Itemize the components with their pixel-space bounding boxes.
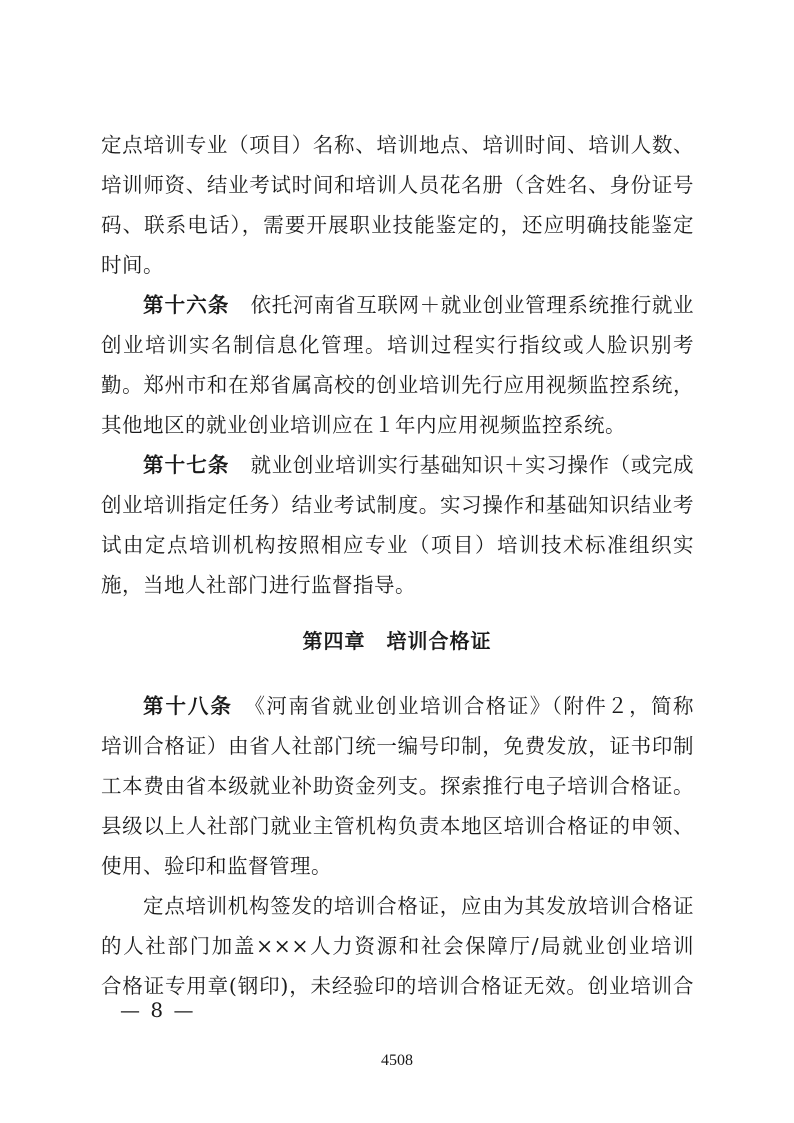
text-line: 《河南省就业创业培训合格证》（附件２，简称 [254,694,695,718]
text-line: 县级以上人社部门就业主管机构负责本地区培训合格证的申领、 [101,814,694,838]
article-heading: 第十七条 [143,453,230,477]
article-heading: 第十六条 [143,293,230,317]
text-line: 就业创业培训实行基础知识＋实习操作（或完成 [250,453,695,477]
text-line: 的人社部门加盖×××人力资源和社会保障厅/局就业创业培训 [101,934,694,958]
text-line: 定点培训专业（项目）名称、培训地点、培训时间、培训人数、 [101,133,694,157]
text-line: 合格证专用章(钢印)，未经验印的培训合格证无效。创业培训合 [101,974,694,998]
article-first-line [143,285,694,325]
text-line: 其他地区的就业创业培训应在１年内应用视频监控系统。 [101,413,626,437]
article-first-line [143,445,694,485]
page-number: — 8 — [120,998,196,1022]
text-line: 培训合格证）由省人社部门统一编号印制，免费发放，证书印制 [101,734,694,758]
text-line: 培训师资、结业考试时间和培训人员花名册（含姓名、身份证号 [101,173,694,197]
chapter-title: 第四章 培训合格证 [302,629,492,653]
text-line: 施，当地人社部门进行监督指导。 [101,573,416,597]
text-line: 试由定点培训机构按照相应专业（项目）培训技术标准组织实 [101,533,694,557]
text-line: 工本费由省本级就业补助资金列支。探索推行电子培训合格证。 [101,774,694,798]
text-line: 使用、验印和监督管理。 [101,854,332,878]
text-line: 时间。 [101,253,164,277]
text-line: 定点培训机构签发的培训合格证，应由为其发放培训合格证 [143,894,694,918]
archive-number: 4508 [381,1052,413,1069]
text-line: 创业培训实名制信息化管理。培训过程实行指纹或人脸识别考 [101,333,694,357]
article-first-line [143,686,694,726]
text-line: 码、联系电话），需要开展职业技能鉴定的，还应明确技能鉴定 [101,213,694,237]
text-line: 依托河南省互联网＋就业创业管理系统推行就业 [250,293,695,317]
article-heading: 第十八条 [143,694,233,718]
text-line: 创业培训指定任务）结业考试制度。实习操作和基础知识结业考 [101,493,694,517]
text-line: 勤。郑州市和在郑省属高校的创业培训先行应用视频监控系统， [101,373,694,397]
